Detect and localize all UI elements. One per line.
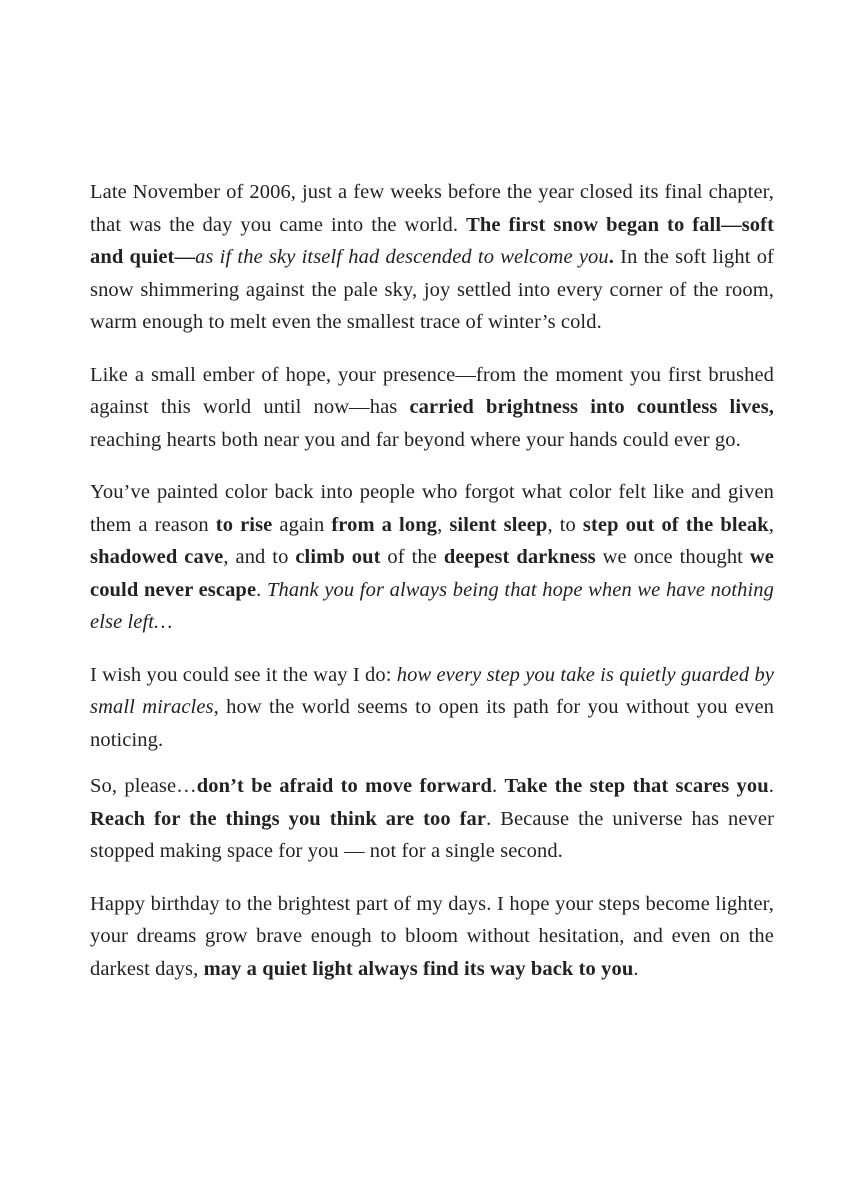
text-segment: The first snow began to fall—soft and quiet— — [90, 213, 775, 268]
text-segment: silent sleep — [449, 513, 548, 536]
text-segment: . — [633, 957, 639, 980]
text-segment: Thank you for always being that hope when we have nothing else left… — [90, 578, 774, 633]
paragraph-wish — [90, 659, 774, 757]
text-segment: we could never escape — [90, 546, 774, 601]
text-segment: , — [768, 513, 774, 536]
text-segment: Like a small ember of hope, your presence—from the moment you first brushed against this world until now—has — [90, 363, 774, 418]
text-segment: carried brightness into countless lives, — [409, 396, 774, 418]
text-segment: , — [437, 513, 450, 536]
text-segment: . — [256, 578, 267, 601]
text-segment: of the — [380, 546, 444, 568]
text-segment: Take the step that scares you — [504, 775, 769, 797]
text-segment: how every step you take is quietly guarded by small miracles — [90, 663, 775, 718]
text-segment: . — [608, 246, 614, 268]
text-segment: don’t be afraid to move forward — [196, 775, 492, 797]
paragraph-birth — [90, 176, 774, 339]
text-segment: we once thought — [595, 546, 750, 568]
text-segment: shadowed cave — [90, 546, 224, 568]
text-segment: , and to — [223, 546, 296, 568]
text-segment: Happy birthday to the brightest part of my days. I hope your steps become lighter, your dreams grow brave enough to bloom without hesitation, and even on the darkest days, — [90, 892, 774, 980]
text-segment: Late November of 2006, just a few weeks before the year closed its final chapter, that was the day you came into the world. — [90, 181, 774, 236]
text-segment: climb out — [295, 546, 381, 568]
text-segment: step out of the bleak — [582, 513, 769, 536]
paragraph-birthday — [90, 888, 774, 986]
text-segment: . Because the universe has never stopped making space for you — not for a single second. — [90, 807, 774, 862]
text-segment: to rise — [215, 513, 273, 536]
text-segment: may a quiet light always find its way back to you — [203, 957, 634, 980]
paragraph-ember — [90, 359, 774, 457]
text-segment: , how the world seems to open its path for you without you even noticing. — [90, 696, 774, 751]
paragraph-please — [90, 770, 774, 868]
text-segment: . — [491, 775, 505, 797]
text-segment: You’ve painted color back into people who forgot what color felt like and given them a reason — [90, 481, 774, 536]
text-segment: reaching hearts both near you and far beyond where your hands could ever go. — [90, 428, 741, 451]
paragraph-color — [90, 476, 774, 639]
text-segment: , to — [547, 513, 583, 536]
text-segment: as if the sky itself had descended to welcome you — [195, 246, 609, 268]
text-segment: Reach for the things you think are too far — [90, 807, 487, 830]
text-segment: again — [272, 513, 332, 536]
text-segment: I wish you could see it the way I do: — [90, 663, 397, 686]
text-segment: deepest darkness — [443, 546, 596, 568]
text-segment: So, please… — [90, 775, 197, 797]
text-segment: . — [768, 775, 774, 797]
text-segment: In the soft light of snow shimmering against the pale sky, joy settled into every corner of the room, warm enough to melt even the smallest trace of winter’s cold. — [90, 246, 774, 333]
text-segment: from a long — [331, 513, 438, 536]
